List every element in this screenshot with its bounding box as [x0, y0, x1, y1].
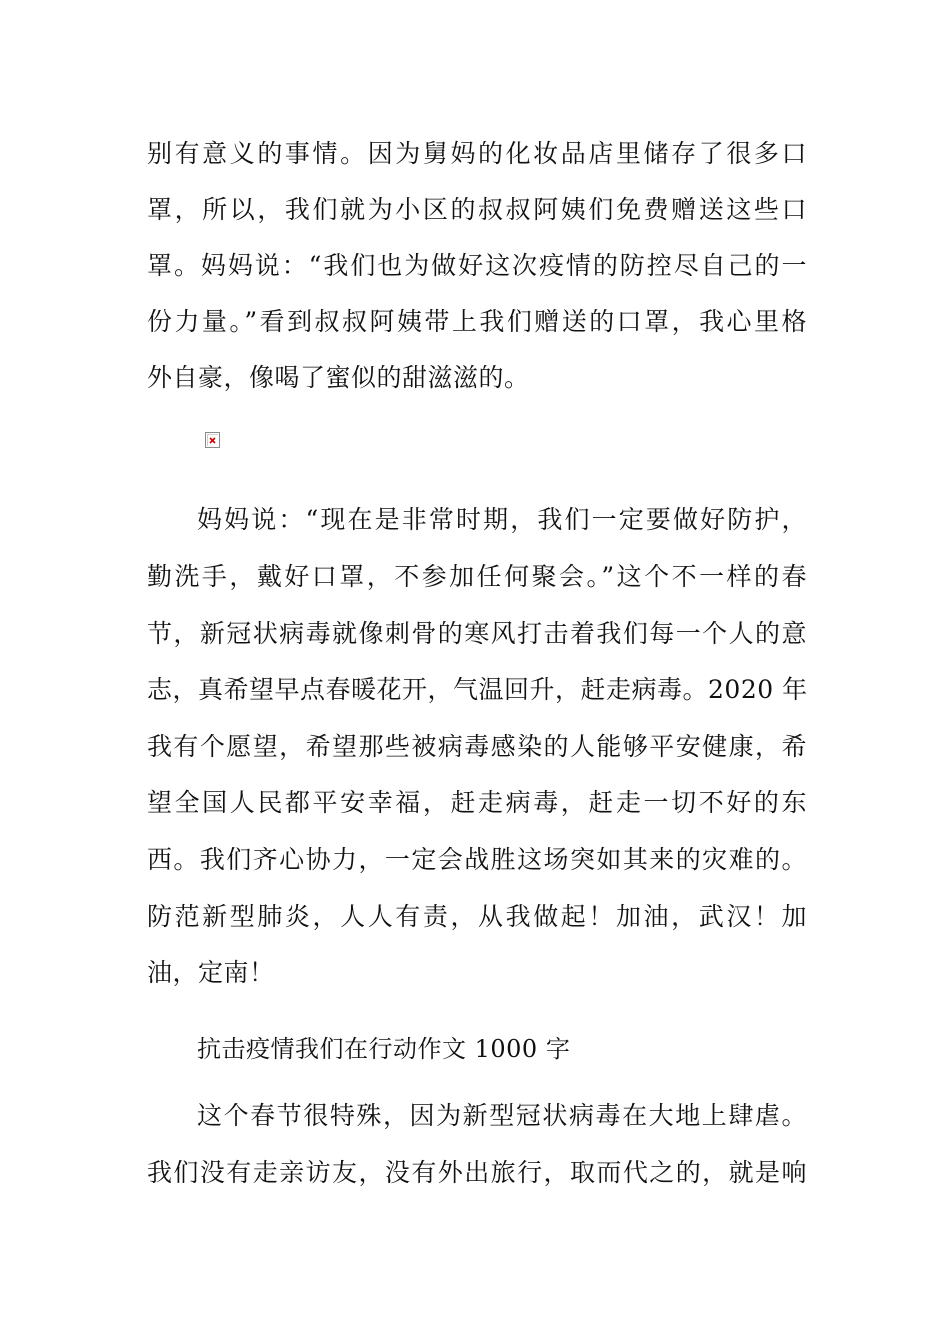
paragraph-2-line-5: 我有个愿望，希望那些被病毒感染的人能够平安健康，希: [147, 732, 807, 761]
broken-image-icon: [205, 432, 220, 448]
paragraph-1-line-5: 外自豪，像喝了蜜似的甜滋滋的。: [147, 363, 530, 392]
paragraph-1-line-3: 罩。妈妈说：“我们也为做好这次疫情的防控尽自己的一: [147, 251, 807, 280]
paragraph-2-line-8: 防范新型肺炎，人人有责，从我做起！加油，武汉！加: [147, 902, 807, 931]
paragraph-2-line-3: 节，新冠状病毒就像刺骨的寒风打击着我们每一个人的意: [147, 619, 807, 648]
paragraph-2-line-2: 勤洗手，戴好口罩，不参加任何聚会。”这个不一样的春: [147, 562, 807, 591]
paragraph-3-line-1: 这个春节很特殊，因为新型冠状病毒在大地上肆虐。: [197, 1101, 807, 1130]
paragraph-1-line-4: 份力量。”看到叔叔阿姨带上我们赠送的口罩，我心里格: [147, 307, 807, 336]
paragraph-2-line-9: 油，定南！: [147, 958, 275, 987]
paragraph-2-line-6: 望全国人民都平安幸福，赶走病毒，赶走一切不好的东: [147, 788, 807, 817]
paragraph-2-line-7: 西。我们齐心协力，一定会战胜这场突如其来的灾难的。: [147, 845, 807, 874]
paragraph-3-line-2: 我们没有走亲访友，没有外出旅行，取而代之的，就是响: [147, 1158, 807, 1187]
essay-title: 抗击疫情我们在行动作文 1000 字: [197, 1035, 571, 1063]
paragraph-1-line-2: 罩，所以，我们就为小区的叔叔阿姨们免费赠送这些口: [147, 195, 807, 224]
paragraph-2-line-4: 志，真希望早点春暖花开，气温回升，赶走病毒。2020 年: [147, 675, 808, 704]
paragraph-1-line-1: 别有意义的事情。因为舅妈的化妆品店里储存了很多口: [147, 139, 807, 168]
paragraph-2-line-1: 妈妈说：“现在是非常时期，我们一定要做好防护，: [197, 505, 807, 534]
